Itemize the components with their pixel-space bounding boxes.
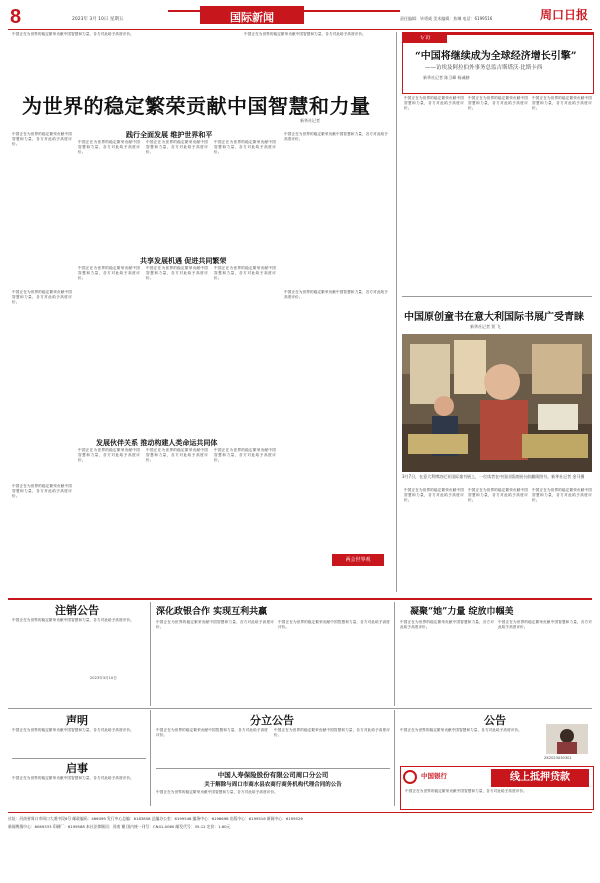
statement-body: 中国正在为世界的稳定繁荣贡献中国智慧和力量，各方对此给予高度评价。 [12,728,134,732]
ad-title: 线上抵押贷款 [491,769,589,787]
ad-body: 中国正在为世界的稳定繁荣贡献中国智慧和力量，各方对此给予高度评价。 [405,789,527,793]
main-byline: 新华社记者 [300,118,320,123]
bottom-headline-1: 深化政银合作 实现互利共赢 [156,607,268,617]
footer-line-1: 社址：河南省周口市周口大道中段6号 邮政编码：466099 发行中心总编：6183858 总编办公室：6199548 编务中心：6196698 出版中心：6199516 新闻中心：6199526 [8,816,303,821]
main-col-6: 中国正在为世界的稳定繁荣贡献中国智慧和力量，各方对此给予高度评价。 [12,290,72,305]
statement-title: 声明 [66,714,88,727]
bottom-headline-2: 凝聚“她”力量 绽放巾帼美 [410,607,514,617]
main-col-3: 中国正在为世界的稳定繁荣贡献中国智慧和力量，各方对此给予高度评价。 [146,140,208,155]
photo-article-title: 中国原创童书在意大利国际书展广受青睐 [404,312,584,323]
main-col-7: 中国正在为世界的稳定繁荣贡献中国智慧和力量，各方对此给予高度评价。 [78,266,140,281]
feature-col-2: 中国正在为世界的稳定繁荣贡献中国智慧和力量，各方对此给予高度评价。 [468,96,528,111]
feature-title: “中国将继续成为全球经济增长引擎” [415,51,577,62]
lead-text-right: 中国正在为世界的稳定繁荣贡献中国智慧和力量，各方对此给予高度评价。 [244,32,366,36]
company-notice-body: 中国正在为世界的稳定繁荣贡献中国智慧和力量，各方对此给予高度评价。 [156,790,278,794]
main-col-14: 中国正在为世界的稳定繁荣贡献中国智慧和力量，各方对此给予高度评价。 [12,484,72,499]
announcement-title: 公告 [484,714,506,727]
photo-col-2: 中国正在为世界的稳定繁荣贡献中国智慧和力量，各方对此给予高度评价。 [468,488,528,503]
main-col-10: 中国正在为世界的稳定繁荣贡献中国智慧和力量，各方对此给予高度评价。 [284,290,388,300]
main-col-9: 中国正在为世界的稳定繁荣贡献中国智慧和力量，各方对此给予高度评价。 [214,266,276,281]
bookfair-photo [402,334,592,472]
feature-col-1: 中国正在为世界的稳定繁荣贡献中国智慧和力量，各方对此给予高度评价。 [404,96,464,111]
cancel-notice-title: 注销公告 [55,604,99,617]
announcement-photo [546,724,588,754]
cancel-notice-body: 中国正在为世界的稳定繁荣贡献中国智慧和力量，各方对此给予高度评价。 [12,618,134,622]
bank-ad [400,766,594,810]
announcement-photo-caption: ZK2023030301 [544,756,572,760]
main-col-2: 中国正在为世界的稳定繁荣贡献中国智慧和力量，各方对此给予高度评价。 [78,140,140,155]
feature-byline: 新华社记者 陈卫峰 杨诚赫 [423,75,470,80]
bottom-article-1: 中国正在为世界的稳定繁荣贡献中国智慧和力量，各方对此给予高度评价。 [156,620,274,630]
main-col-8: 中国正在为世界的稳定繁荣贡献中国智慧和力量，各方对此给予高度评价。 [146,266,208,281]
feature-box [402,32,594,94]
lead-paragraph: 中国正在为世界的稳定繁荣贡献中国智慧和力量，各方对此给予高度评价。 [12,32,134,36]
feature-tag: 专访 [403,33,447,43]
notice-qishi-body: 中国正在为世界的稳定繁荣贡献中国智慧和力量，各方对此给予高度评价。 [12,776,134,780]
paper-logo: 周口日报 [540,8,589,22]
page-number: 8 [10,6,22,28]
editor-line: 责任编辑：毕勇威 美术编辑：焦琳 电话：6199516 [400,16,493,21]
main-col-4: 中国正在为世界的稳定繁荣贡献中国智慧和力量，各方对此给予高度评价。 [214,140,276,155]
column-stamp: 两会世界观 [332,554,384,566]
main-col-13: 中国正在为世界的稳定繁荣贡献中国智慧和力量，各方对此给予高度评价。 [214,448,276,463]
photo-col-3: 中国正在为世界的稳定繁荣贡献中国智慧和力量，各方对此给予高度评价。 [532,488,592,503]
feature-col-3: 中国正在为世界的稳定繁荣贡献中国智慧和力量，各方对此给予高度评价。 [532,96,592,111]
announcement-body: 中国正在为世界的稳定繁荣贡献中国智慧和力量，各方对此给予高度评价。 [400,728,522,732]
company-notice-subtitle: 关于解除与周口市商水县农商行商务机构代理合同的公告 [204,782,342,788]
spinoff-notice-body-2: 中国正在为世界的稳定繁荣贡献中国智慧和力量，各方对此给予高度评价。 [274,728,390,738]
subhead-3: 发展伙伴关系 推动构建人类命运共同体 [96,439,218,447]
main-col-1: 中国正在为世界的稳定繁荣贡献中国智慧和力量，各方对此给予高度评价。 [12,132,72,147]
spinoff-notice-body-1: 中国正在为世界的稳定繁荣贡献中国智慧和力量，各方对此给予高度评价。 [156,728,268,738]
lead-box [12,32,238,76]
main-col-11: 中国正在为世界的稳定繁荣贡献中国智慧和力量，各方对此给予高度评价。 [78,448,140,463]
bottom-article-2b: 中国正在为世界的稳定繁荣贡献中国智慧和力量，各方对此给予高度评价。 [498,620,592,630]
footer-line-2: 新闻舆情中心：6069333 印刷厂：6199588 本社法律顾问：河南 谢 国内统一刊号：CN41-0060 邮发代号：35-12 定价：1.60元 [8,824,231,829]
main-col-5: 中国正在为世界的稳定繁荣贡献中国智慧和力量，各方对此给予高度评价。 [284,132,388,142]
photo-caption: 3月7日，在意大利博洛尼亚国际童书展上，一位读者在中国出版商展台前翻阅图书。新华社记者 金马摄 [402,474,585,479]
subhead-2: 共享发展机遇 促进共同繁荣 [140,257,227,265]
bottom-article-1b: 中国正在为世界的稳定繁荣贡献中国智慧和力量，各方对此给予高度评价。 [278,620,390,630]
feature-subtitle: ——访埃及阿拉伯外事务总监吉斯塔沃·比斯卡西 [425,65,543,71]
issue-date: 2023年 3月 10日 星期五 [72,17,124,22]
bank-logo-icon [403,770,417,784]
section-banner: 国际新闻 [200,6,304,24]
cancel-notice-date: 2023年3月10日 [90,676,117,680]
photo-article-byline: 新华社记者 贾 飞 [470,324,501,329]
photo-col-1: 中国正在为世界的稳定繁荣贡献中国智慧和力量，各方对此给予高度评价。 [404,488,464,503]
bottom-article-2: 中国正在为世界的稳定繁荣贡献中国智慧和力量，各方对此给予高度评价。 [400,620,494,630]
main-col-12: 中国正在为世界的稳定繁荣贡献中国智慧和力量，各方对此给予高度评价。 [146,448,208,463]
bank-name: 中国银行 [421,772,447,780]
subhead-1: 践行全面发展 维护世界和平 [126,131,213,139]
notice-qishi-title: 启事 [66,762,88,775]
spinoff-notice-title: 分立公告 [250,714,294,727]
company-notice-title: 中国人寿保险股份有限公司周口分公司 [217,771,329,779]
main-title: 为世界的稳定繁荣贡献中国智慧和力量 [22,94,371,118]
